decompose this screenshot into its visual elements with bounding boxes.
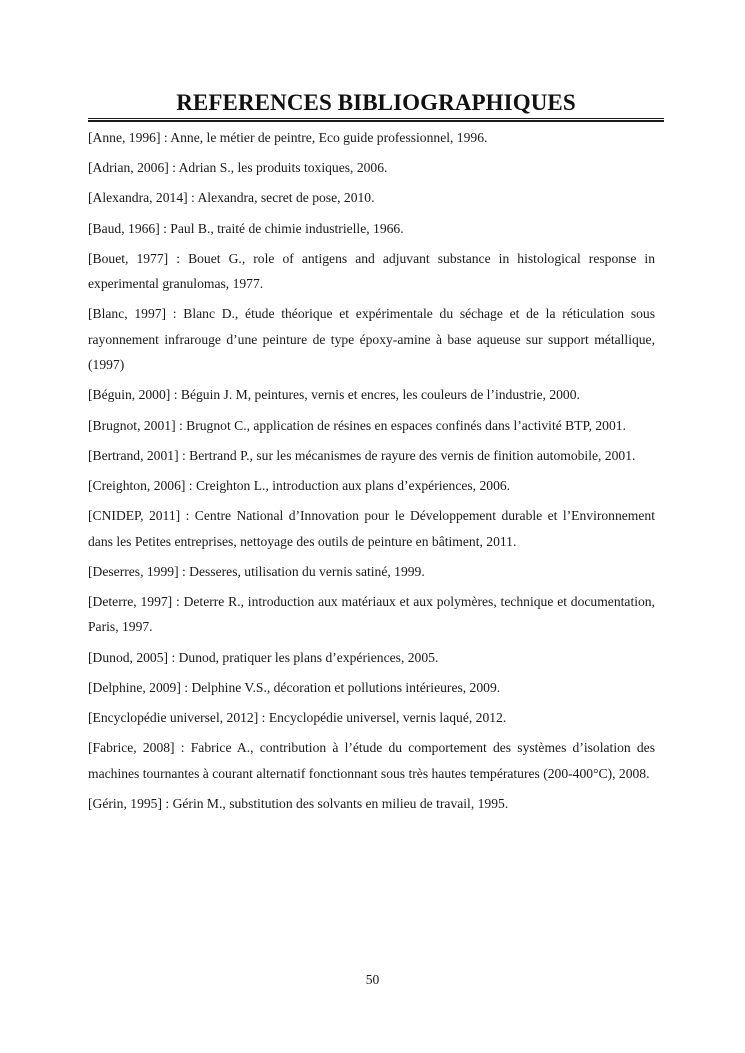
- reference-item: [CNIDEP, 2011] : Centre National d’Innovation pour le Développement durable et l’Environnement dans les Petites entreprises, nettoyage des outils de peinture en bâtiment, 2011.: [88, 508, 655, 549]
- title-block: [88, 88, 664, 122]
- reference-item: [Béguin, 2000] : Béguin J. M, peintures, vernis et encres, les couleurs de l’industrie, 2000.: [88, 387, 580, 403]
- reference-item: [Baud, 1966] : Paul B., traité de chimie industrielle, 1966.: [88, 220, 404, 236]
- reference-item: [Adrian, 2006] : Adrian S., les produits toxiques, 2006.: [88, 160, 388, 176]
- reference-item: [Delphine, 2009] : Delphine V.S., décoration et pollutions intérieures, 2009.: [88, 679, 501, 695]
- reference-item: [Fabrice, 2008] : Fabrice A., contribution à l’étude du comportement des systèmes d’isolation des machines tournantes à courant alternatif fonctionnant sous très hautes températures (200-400°C), 2008.: [88, 740, 655, 781]
- reference-item: [Dunod, 2005] : Dunod, pratiquer les plans d’expériences, 2005.: [88, 649, 439, 665]
- reference-list: [88, 125, 655, 821]
- reference-item: [Encyclopédie universel, 2012] : Encyclopédie universel, vernis laqué, 2012.: [88, 710, 507, 726]
- reference-item: [Creighton, 2006] : Creighton L., introduction aux plans d’expériences, 2006.: [88, 478, 511, 494]
- reference-item: [Deterre, 1997] : Deterre R., introduction aux matériaux et aux polymères, technique et documentation, Paris, 1997.: [88, 594, 655, 635]
- reference-item: [Bertrand, 2001] : Bertrand P., sur les mécanismes de rayure des vernis de finition automobile, 2001.: [88, 447, 636, 463]
- title-underline: [88, 118, 664, 122]
- reference-item: [Gérin, 1995] : Gérin M., substitution des solvants en milieu de travail, 1995.: [88, 795, 509, 811]
- reference-item: [Alexandra, 2014] : Alexandra, secret de pose, 2010.: [88, 190, 375, 206]
- page-number: 50: [365, 972, 380, 987]
- reference-item: [Blanc, 1997] : Blanc D., étude théorique et expérimentale du séchage et de la réticulation sous rayonnement infrarouge d’une peinture de type époxy-amine à base aqueuse sur support métallique, (1997): [88, 306, 655, 373]
- reference-item: [Anne, 1996] : Anne, le métier de peintre, Eco guide professionnel, 1996.: [88, 130, 488, 145]
- reference-item: [Bouet, 1977] : Bouet G., role of antigens and adjuvant substance in histological response in experimental granulomas, 1977.: [88, 250, 655, 292]
- page-title: REFERENCES BIBLIOGRAPHIQUES: [176, 90, 576, 115]
- reference-item: [Deserres, 1999] : Desseres, utilisation du vernis satiné, 1999.: [88, 563, 425, 579]
- reference-item: [Brugnot, 2001] : Brugnot C., application de résines en espaces confinés dans l’activité BTP, 2001.: [88, 417, 626, 433]
